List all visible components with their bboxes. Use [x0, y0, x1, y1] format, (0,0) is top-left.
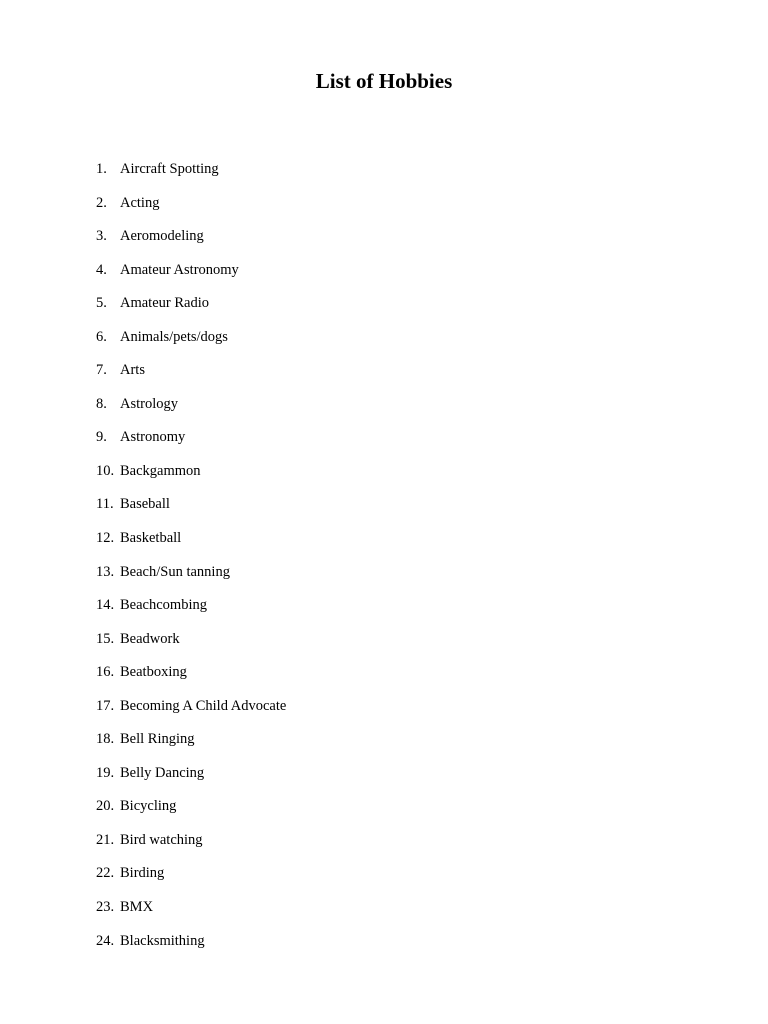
list-item: [96, 561, 286, 595]
page-title: List of Hobbies: [315, 69, 453, 93]
list-item-text: Arts: [120, 362, 145, 379]
list-item: [96, 158, 286, 192]
list-item-number: 13.: [96, 563, 115, 580]
list-item-number: 9.: [96, 429, 107, 446]
list-item-text: Becoming A Child Advocate: [120, 697, 287, 714]
list-item-text: Beach/Sun tanning: [120, 563, 230, 580]
list-item: [96, 460, 286, 494]
list-item: [96, 292, 286, 326]
list-item-number: 4.: [96, 261, 107, 278]
list-item: [96, 326, 286, 360]
list-item-text: Aeromodeling: [120, 228, 204, 245]
list-item-text: Blacksmithing: [120, 932, 205, 949]
list-item: [96, 192, 286, 226]
list-item: [96, 862, 286, 896]
list-item-text: Birding: [120, 865, 165, 882]
list-item-text: Amateur Astronomy: [120, 261, 239, 278]
list-item-number: 20.: [96, 798, 115, 815]
list-item: [96, 493, 286, 527]
list-item-text: Bell Ringing: [120, 731, 195, 748]
list-item-number: 11.: [96, 496, 114, 513]
list-item-number: 14.: [96, 597, 115, 614]
list-item-text: Amateur Radio: [120, 295, 209, 312]
list-item-number: 19.: [96, 764, 115, 781]
hobby-list: [96, 158, 286, 963]
list-item: [96, 259, 286, 293]
list-item-number: 10.: [96, 462, 115, 479]
list-item-text: Animals/pets/dogs: [120, 328, 228, 345]
list-item-number: 23.: [96, 899, 115, 916]
list-item: [96, 527, 286, 561]
list-item-text: Aircraft Spotting: [120, 161, 219, 177]
list-item-text: Beadwork: [120, 630, 180, 647]
list-item-text: Backgammon: [120, 462, 201, 479]
list-item-text: Beachcombing: [120, 597, 207, 614]
list-item: [96, 728, 286, 762]
list-item-text: Bicycling: [120, 798, 177, 815]
list-item: [96, 930, 286, 964]
list-item-number: 21.: [96, 831, 115, 848]
list-item: [96, 225, 286, 259]
list-item-number: 2.: [96, 194, 107, 211]
list-item-number: 12.: [96, 530, 115, 547]
list-item: [96, 795, 286, 829]
list-item-number: 22.: [96, 865, 115, 882]
list-item: [96, 393, 286, 427]
list-item-number: 7.: [96, 362, 107, 379]
list-item-number: 1.: [96, 161, 107, 177]
list-item-number: 18.: [96, 731, 115, 748]
list-item-number: 6.: [96, 328, 107, 345]
list-item-number: 17.: [96, 697, 115, 714]
list-item-text: Belly Dancing: [120, 764, 205, 781]
list-item: [96, 762, 286, 796]
list-item: [96, 426, 286, 460]
list-item: [96, 661, 286, 695]
list-item-number: 15.: [96, 630, 115, 647]
list-item-text: Basketball: [120, 530, 182, 547]
list-item-number: 8.: [96, 395, 107, 412]
list-item-number: 5.: [96, 295, 107, 312]
list-item-number: 3.: [96, 228, 107, 245]
list-item: [96, 829, 286, 863]
list-item: [96, 896, 286, 930]
list-item-text: Baseball: [120, 496, 170, 513]
list-item-text: BMX: [120, 899, 154, 916]
list-item: [96, 594, 286, 628]
list-item-number: 16.: [96, 664, 115, 681]
list-item-text: Astrology: [120, 395, 178, 412]
list-item-number: 24.: [96, 932, 115, 949]
list-item: [96, 359, 286, 393]
list-item-text: Beatboxing: [120, 664, 187, 681]
list-item-text: Astronomy: [120, 429, 186, 446]
list-item: [96, 695, 286, 729]
list-item: [96, 628, 286, 662]
list-item-text: Bird watching: [120, 831, 203, 848]
list-item-text: Acting: [120, 194, 160, 211]
